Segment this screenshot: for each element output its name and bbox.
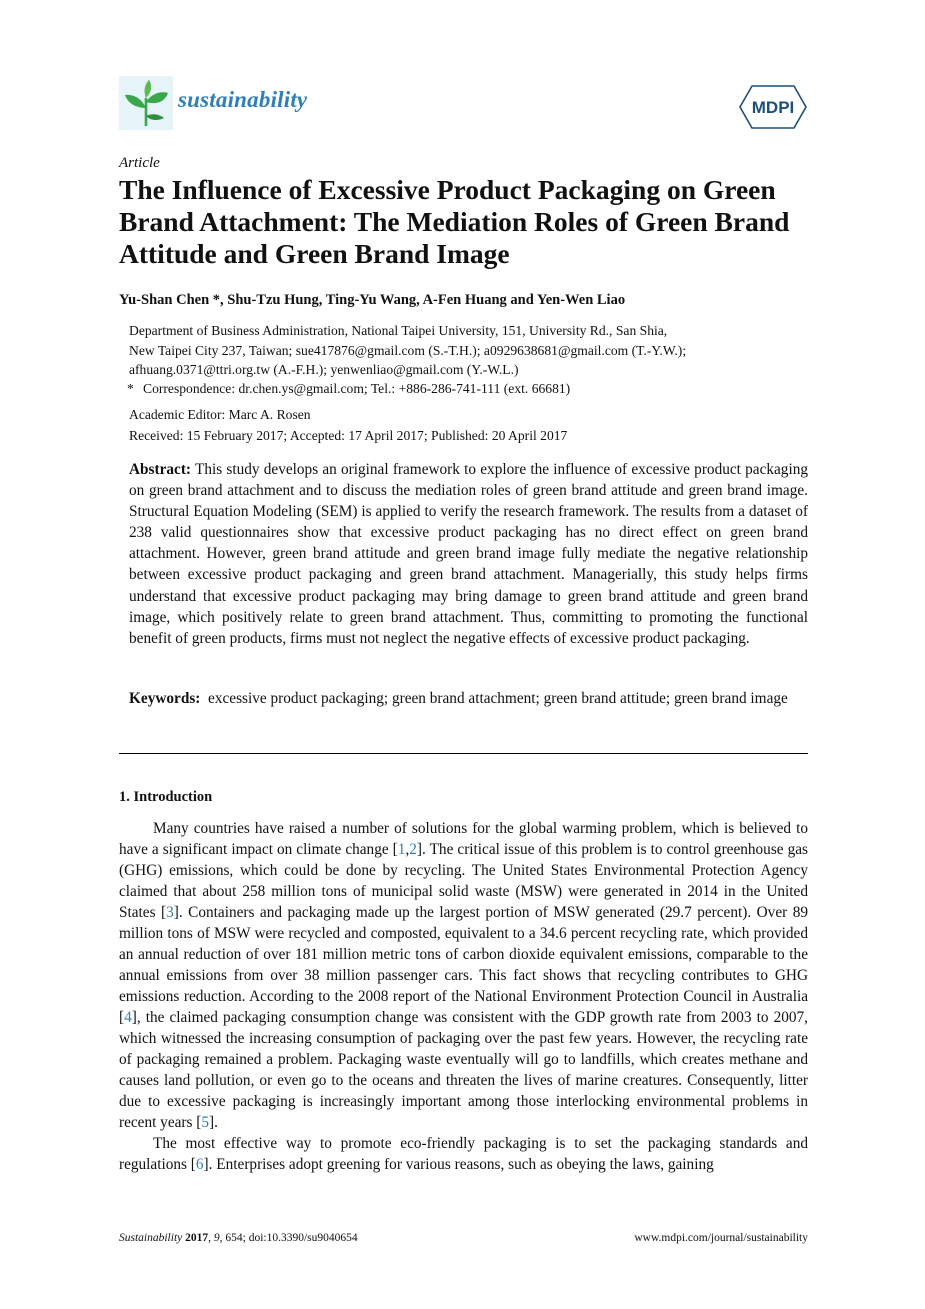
abstract-text: This study develops an original framework to explore the influence of excessive product packaging on green brand attachment and to discuss the mediation roles of green brand attitude and green brand image. Structural Equation Modeling (SEM) is applied to verify the research framework. The results from a dataset of 238 valid questionnaires show that excessive product packaging has no direct effect on green brand attachment. However, green brand attitude and green brand image fully mediate the negative relationship between excessive product packaging and green brand attachment. Managerially, this study helps firms understand that excessive product packaging may bring damage to green brand attitude and green brand image, which positively relate to green brand attachment. Thus, committing to promoting the functional benefit of green products, firms must not neglect the negative effects of excessive product packaging. xyxy=(129,461,808,647)
correspondence xyxy=(129,379,809,399)
correspondence-text: Correspondence: dr.chen.ys@gmail.com; Tel.: +886-286-741-111 (ext. 66681) xyxy=(143,381,571,396)
journal-logo xyxy=(119,76,173,130)
abstract-label: Abstract: xyxy=(129,461,192,478)
footer-year: 2017 xyxy=(185,1232,209,1244)
publisher-name: MDPI xyxy=(751,98,795,117)
citation-link[interactable]: 6 xyxy=(195,1156,204,1173)
text-run: , xyxy=(405,841,410,858)
academic-editor: Academic Editor: Marc A. Rosen xyxy=(129,407,311,422)
citation-link[interactable]: 1 xyxy=(397,841,406,858)
text-run: Many countries have raised a number of solutions for the global warming problem, which is believed to have a significant impact on climate change [ xyxy=(119,820,808,858)
abstract xyxy=(129,459,808,649)
paragraph xyxy=(119,1133,808,1175)
citation-link[interactable]: 2 xyxy=(409,841,417,858)
article-type: Article xyxy=(119,155,160,171)
article-title: The Influence of Excessive Product Packaging on Green Brand Attachment: The Mediation Roles of Green Brand Attitude and Green Brand Image xyxy=(119,174,790,269)
section-divider xyxy=(119,753,808,754)
correspondence-mark: * xyxy=(127,381,134,396)
affiliation-line: Department of Business Administration, National Taipei University, 151, University Rd., San Shia, xyxy=(129,323,668,338)
affiliation xyxy=(129,321,809,380)
article-meta xyxy=(129,405,567,446)
keywords-text: excessive product packaging; green brand attachment; green brand attitude; green brand image xyxy=(208,690,788,707)
text-run: ]. The critical issue of this problem is to control greenhouse gas (GHG) emissions, which could be done by recycling. The United States Environmental Protection Agency claimed that about 258 million tons of municipal solid waste (MSW) were generated in 2014 in the United States [ xyxy=(119,841,808,921)
publication-dates: Received: 15 February 2017; Accepted: 17 April 2017; Published: 20 April 2017 xyxy=(129,427,568,443)
keywords-label: Keywords: xyxy=(129,690,201,707)
text-run: ]. Containers and packaging made up the largest portion of MSW generated (29.7 percent). Over 89 million tons of MSW were recycled and composted, equivalent to a 34.6 percent recycling rate, which provided an annual reduction of over 181 million metric tons of carbon dioxide equivalent emissions, comparable to the annual emissions from over 38 million passenger cars. This fact shows that recycling contributes to GHG emissions reduction. According to the 2008 report of the National Environment Protection Council in Australia [ xyxy=(119,904,808,1026)
body-text xyxy=(119,818,808,1175)
affiliation-line: afhuang.0371@ttri.org.tw (A.-F.H.); yenwenliao@gmail.com (Y.-W.L.) xyxy=(129,362,519,377)
text-run: ]. Enterprises adopt greening for various reasons, such as obeying the laws, gaining xyxy=(203,1156,714,1173)
author-list: Yu-Shan Chen *, Shu-Tzu Hung, Ting-Yu Wang, A-Fen Huang and Yen-Wen Liao xyxy=(119,292,626,308)
footer-citation: Sustainability 2017, 9, 654; doi:10.3390/su9040654 xyxy=(119,1232,358,1244)
journal-name: sustainability xyxy=(178,87,308,112)
mdpi-hexagon-logo xyxy=(738,84,808,130)
citation-link[interactable]: 3 xyxy=(166,904,174,921)
affiliation-line: New Taipei City 237, Taiwan; sue417876@gmail.com (S.-T.H.); a0929638681@gmail.com (T.-Y.W.); xyxy=(129,342,687,358)
text-run: ]. xyxy=(209,1114,218,1131)
text-run: The most effective way to promote eco-friendly packaging is to set the packaging standards and regulations [ xyxy=(119,1135,808,1173)
citation-link[interactable]: 5 xyxy=(201,1114,210,1131)
keywords xyxy=(129,688,808,709)
citation-link[interactable]: 4 xyxy=(124,1009,132,1026)
footer-url[interactable]: www.mdpi.com/journal/sustainability xyxy=(634,1232,808,1244)
text-run: ], the claimed packaging consumption change was consistent with the GDP growth rate from 2003 to 2007, which witnessed the increasing consumption of packaging over the past few years. However, the recycling rate of packaging remained a problem. Packaging waste eventually will go to landfills, which creates methane and causes land pollution, or even go to the oceans and threaten the lives of marine creatures. Consequently, litter due to excessive packaging is increasingly important among those interlocking environmental problems in recent years [ xyxy=(119,1009,808,1131)
publisher-logo xyxy=(738,84,808,130)
section-heading: 1. Introduction xyxy=(119,789,213,805)
paragraph xyxy=(119,818,808,1133)
footer-journal: Sustainability xyxy=(119,1232,183,1244)
footer-volume: 9 xyxy=(213,1232,220,1244)
plant-sprout-icon xyxy=(119,76,173,130)
footer-doi: , 654; doi:10.3390/su9040654 xyxy=(219,1232,358,1244)
